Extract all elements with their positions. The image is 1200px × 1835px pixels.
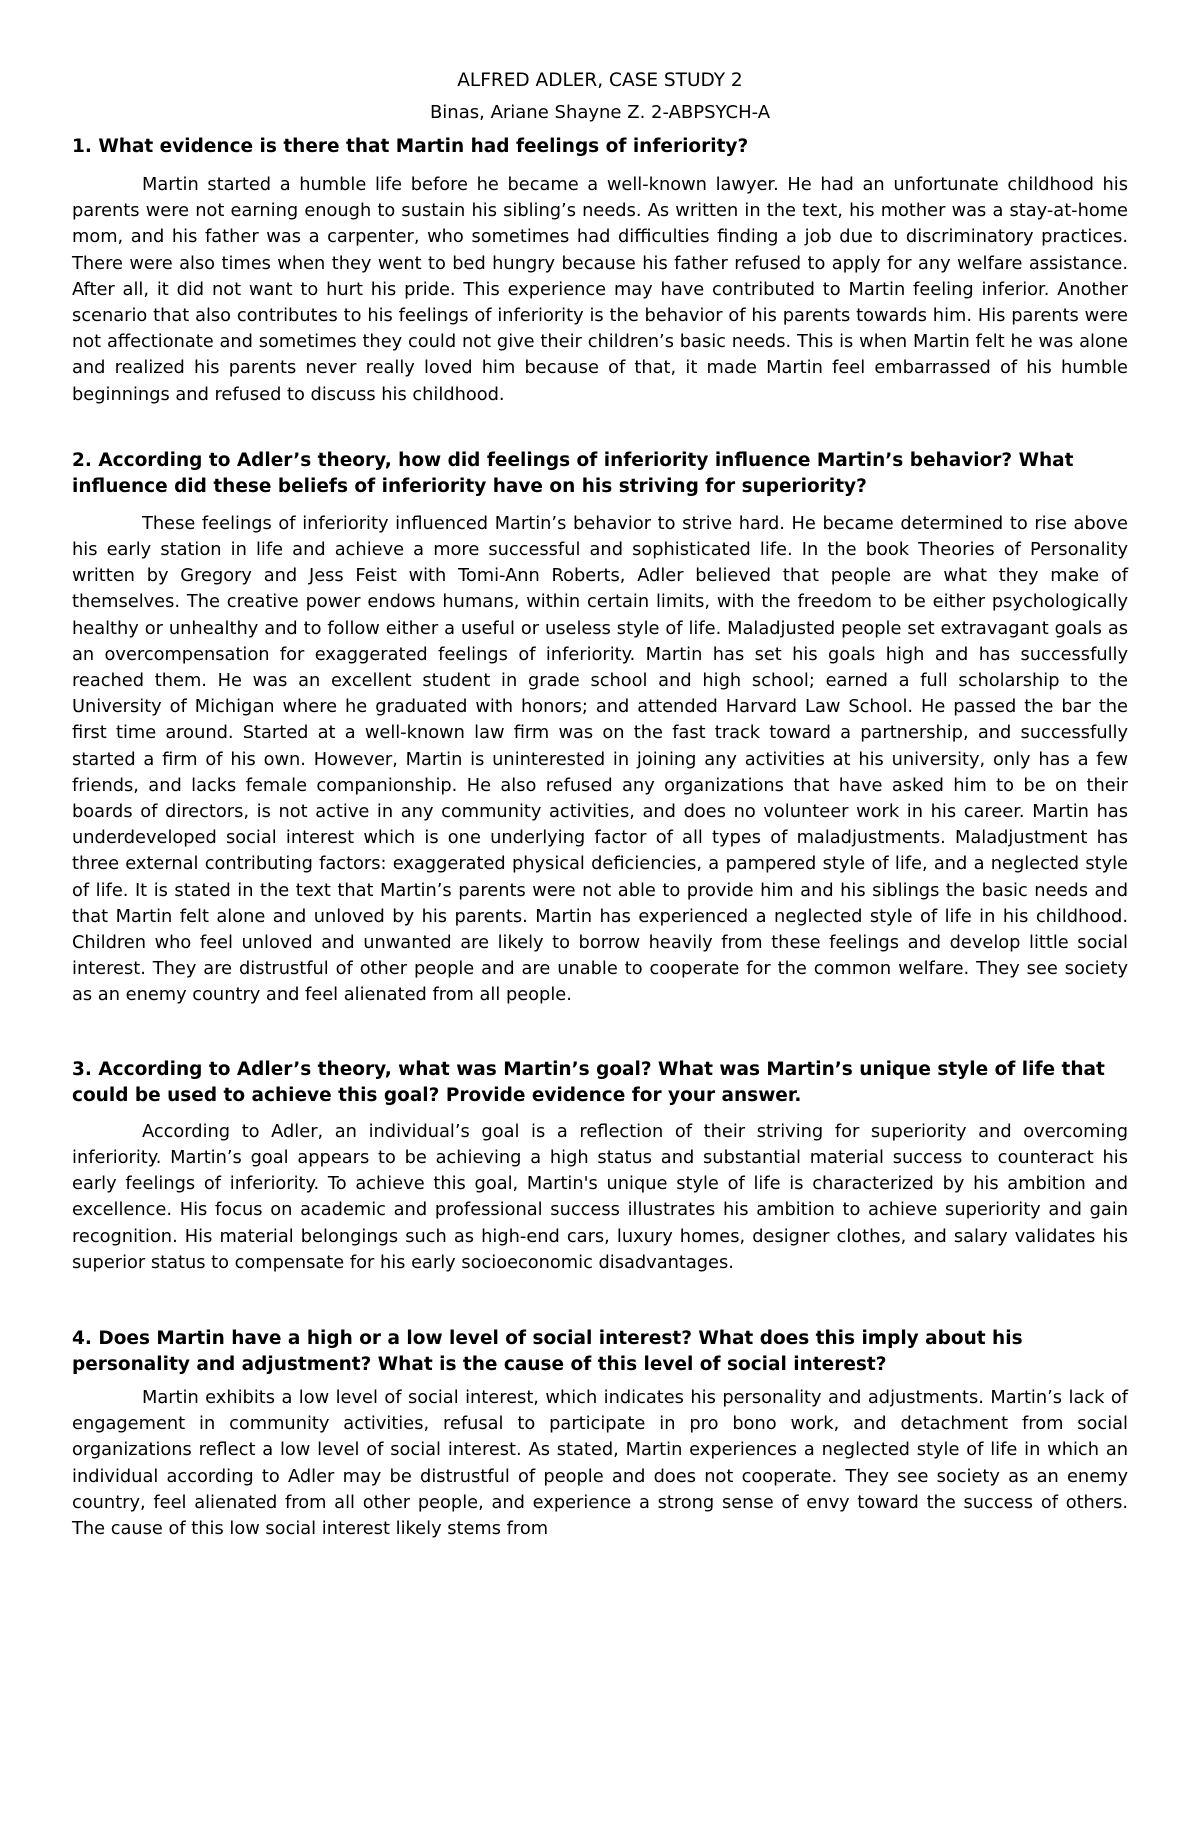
question-4: 4. Does Martin have a high or a low level of social interest? What does this imply about his personality and adjustment? What is the cause of this level of social interest? [72, 1327, 1023, 1375]
document-title: ALFRED ADLER, CASE STUDY 2 [457, 70, 743, 91]
answer-3: According to Adler, an individual’s goal is a reflection of their striving for superiority and overcoming inferiority. Martin’s goal appears to be achieving a high status and substantial material success to counteract his early feelings of inferiority. To achieve this goal, Martin's unique style of life is characterized by his ambition and excellence. His focus on academic and professional success illustrates his ambition to achieve superiority and gain recognition. His material belongings such as high-end cars, luxury homes, designer clothes, and salary validates his superior status to compensate for his early socioeconomic disadvantages. [72, 1120, 1128, 1273]
question-3: 3. According to Adler’s theory, what was Martin’s goal? What was Martin’s unique style of life that could be used to achieve this goal? Provide evidence for your answer. [72, 1058, 1105, 1106]
answer-4: Martin exhibits a low level of social interest, which indicates his personality and adjustments. Martin’s lack of engagement in community activities, refusal to participate in pro bono work, and detachment from social organizations reflect a low level of social interest. As stated, Martin experiences a neglected style of life in which an individual according to Adler may be distrustful of people and does not cooperate. They see society as an enemy country, feel alienated from all other people, and experience a strong sense of envy toward the success of others. The cause of this low social interest likely stems from [72, 1386, 1128, 1539]
author-line: Binas, Ariane Shayne Z. 2-ABPSYCH-A [429, 102, 771, 123]
answer-2: These feelings of inferiority influenced Martin’s behavior to strive hard. He became determined to rise above his early station in life and achieve a more successful and sophisticated life. In the book Theories of Personality written by Gregory and Jess Feist with Tomi-Ann Roberts, Adler believed that people are what they make of themselves. The creative power endows humans, within certain limits, with the freedom to be either psychologically healthy or unhealthy and to follow either a useful or useless style of life. Maladjusted people set extravagant goals as an overcompensation for exaggerated feelings of inferiority. Martin has set his goals high and has successfully reached them. He was an excellent student in grade school and high school; earned a full scholarship to the University of Michigan where he graduated with honors; and attended Harvard Law School. He passed the bar the first time around. Started at a well-known law firm was on the fast track toward a partnership, and successfully started a firm of his own. However, Martin is uninterested in joining any activities at his university, only has a few friends, and lacks female companionship. He also refused any organizations that have asked him to be on their boards of directors, is not active in any community activities, and does no volunteer work in his career. Martin has underdeveloped social interest which is one underlying factor of all types of maladjustments. Maladjustment has three external contributing factors: exaggerated physical deficiencies, a pampered style of life, and a neglected style of life. It is stated in the text that Martin’s parents were not able to provide him and his siblings the basic needs and that Martin felt alone and unloved by his parents. Martin has experienced a neglected style of life in his childhood. Children who feel unloved and unwanted are likely to borrow heavily from these feelings and develop little social interest. They are distrustful of other people and are unable to cooperate for the common welfare. They see society as an enemy country and feel alienated from all people. [72, 512, 1128, 1006]
answer-1: Martin started a humble life before he became a well-known lawyer. He had an unfortunate childhood his parents were not earning enough to sustain his sibling’s needs. As written in the text, his mother was a stay-at-home mom, and his father was a carpenter, who sometimes had difficulties finding a job due to discriminatory practices. There were also times when they went to bed hungry because his father refused to apply for any welfare assistance. After all, it did not want to hurt his pride. This experience may have contributed to Martin feeling inferior. Another scenario that also contributes to his feelings of inferiority is the behavior of his parents towards him. His parents were not affectionate and sometimes they could not give their children’s basic needs. This is when Martin felt he was alone and realized his parents never really loved him because of that, it made Martin feel embarrassed of his humble beginnings and refused to discuss his childhood. [72, 174, 1128, 405]
question-2: 2. According to Adler’s theory, how did feelings of inferiority influence Martin’s behavior? What influence did these beliefs of inferiority have on his striving for superiority? [72, 449, 1074, 497]
question-1: 1. What evidence is there that Martin had feelings of inferiority? [72, 136, 749, 157]
